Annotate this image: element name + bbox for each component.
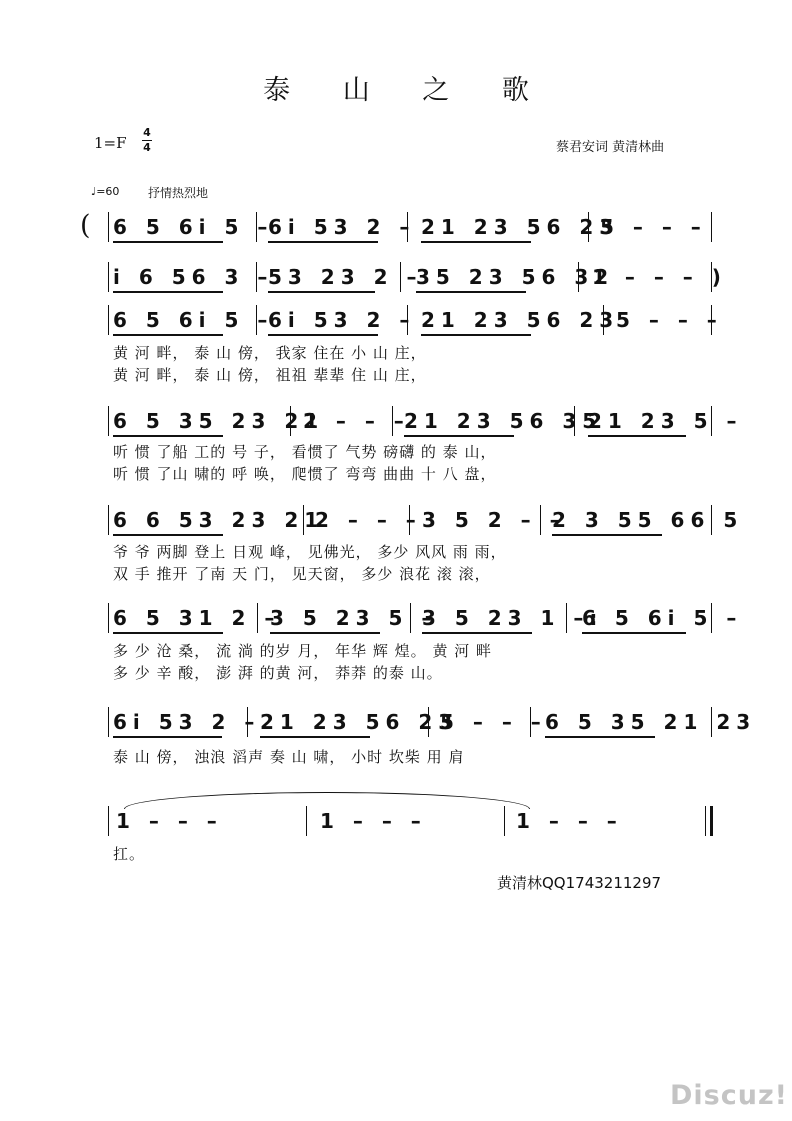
measure-notes: 2 – – – — [303, 409, 410, 433]
lyric-line: 爷 爷 两脚 登上 日观 峰， 见佛光， 多少 风风 雨 雨， — [113, 543, 507, 561]
page-title: 泰 山 之 歌 — [263, 75, 551, 106]
measure-notes: 21 23 56 35 — [404, 409, 603, 433]
expression-marking: 抒情热烈地 — [148, 186, 209, 200]
measure-notes: 6 5 6i 5 – — [113, 215, 274, 239]
beam-underline — [421, 241, 531, 243]
barline — [108, 212, 109, 242]
meter-bottom: 4 — [143, 141, 151, 154]
measure-notes: 35 23 56 32 — [416, 265, 615, 289]
staff-system — [0, 406, 792, 436]
watermark: Discuz! — [670, 1080, 788, 1111]
barline — [710, 806, 713, 836]
measure-notes: 6 5 6i 5 – — [582, 606, 743, 630]
key-signature: 1=F — [94, 134, 127, 152]
measure-notes: 6 5 35 23 21 — [113, 409, 325, 433]
measure-notes: i 6 56 3 – — [113, 265, 274, 289]
signature: 黄清林QQ1743211297 — [497, 874, 662, 892]
measure-notes: 53 23 2 – — [268, 265, 423, 289]
beam-underline — [588, 435, 686, 437]
measure-notes: 6 6 53 23 21 — [113, 508, 325, 532]
meter-top: 4 — [143, 126, 151, 139]
measure-notes: 5 – – – — [600, 215, 707, 239]
barline — [108, 406, 109, 436]
staff-system — [0, 505, 792, 535]
intro-open-paren: ( — [80, 210, 91, 241]
measure-notes: 21 23 56 23 — [260, 710, 459, 734]
lyric-line: 泰 山 傍， 浊浪 滔声 奏 山 啸， 小时 坎柴 用 肩 — [113, 748, 465, 766]
staff-system — [0, 262, 792, 292]
barline — [711, 212, 712, 242]
lyric-line: 多 少 辛 酸， 澎 湃 的黄 河， 莽莽 的泰 山。 — [113, 664, 443, 682]
measure-notes: 2 – – – — [315, 508, 422, 532]
beam-underline — [113, 534, 223, 536]
beam-underline — [552, 534, 662, 536]
barline — [108, 603, 109, 633]
staff-system — [0, 707, 792, 737]
staff-system — [0, 212, 792, 242]
beam-underline — [404, 435, 514, 437]
measure-notes: 6i 53 2 – — [268, 308, 416, 332]
lyric-line: 听 惯 了山 啸的 呼 唤， 爬惯了 弯弯 曲曲 十 八 盘， — [113, 465, 497, 483]
beam-underline — [421, 334, 531, 336]
lyric-line: 黄 河 畔， 泰 山 傍， 祖祖 辈辈 住 山 庄， — [113, 366, 427, 384]
beam-underline — [268, 334, 378, 336]
staff-system — [0, 305, 792, 335]
measure-notes: 3 5 2 – – — [422, 508, 566, 532]
tie-arc — [124, 792, 530, 809]
measure-notes: 5 – – – — [440, 710, 547, 734]
beam-underline — [416, 291, 526, 293]
measure-notes: 6i 53 2 – — [113, 710, 261, 734]
beam-underline — [113, 334, 223, 336]
barline — [504, 806, 505, 836]
final-barline — [705, 806, 706, 836]
staff-system — [0, 603, 792, 633]
measure-notes: 3 5 23 1 –: — [422, 606, 604, 630]
beam-underline — [268, 291, 375, 293]
measure-notes: 6 5 6i 5 – — [113, 308, 274, 332]
measure-notes: 1 – – – — [116, 809, 223, 833]
barline — [306, 806, 307, 836]
measure-notes: 21 23 56 23 — [421, 308, 620, 332]
measure-notes: 6 5 35 21 23 — [545, 710, 757, 734]
barline — [108, 806, 109, 836]
lyric-line: 扛。 — [113, 845, 146, 863]
measure-notes: 21 23 5 – — [588, 409, 743, 433]
barline — [108, 505, 109, 535]
measure-notes: 3 5 23 5 – — [270, 606, 438, 630]
lyric-line: 多 少 沧 桑， 流 淌 的岁 月， 年华 辉 煌。 黄 河 畔 — [113, 642, 492, 660]
beam-underline — [260, 736, 370, 738]
lyric-line: 黄 河 畔， 泰 山 傍， 我家 住在 小 山 庄， — [113, 344, 427, 362]
beam-underline — [422, 632, 532, 634]
beam-underline — [582, 632, 686, 634]
measure-notes: 2 3 55 66 5 — [552, 508, 744, 532]
beam-underline — [113, 736, 222, 738]
beam-underline — [113, 632, 223, 634]
beam-underline — [270, 632, 380, 634]
lyric-line: 听 惯 了船 工的 号 子， 看惯了 气势 磅礴 的 泰 山， — [113, 443, 497, 461]
measure-notes: 5 – – – — [616, 308, 723, 332]
beam-underline — [545, 736, 655, 738]
lyric-line: 双 手 推开 了南 天 门， 见天窗， 多少 浪花 滚 滚， — [113, 565, 491, 583]
beam-underline — [113, 435, 223, 437]
measure-notes: 6i 53 2 – — [268, 215, 416, 239]
measure-notes: 6 5 31 2 – — [113, 606, 281, 630]
measure-notes: 1 – – – — [516, 809, 623, 833]
staff-system — [0, 806, 792, 836]
credits: 蔡君安词 黄清林曲 — [556, 140, 665, 155]
barline — [108, 262, 109, 292]
beam-underline — [113, 291, 223, 293]
beam-underline — [268, 241, 378, 243]
barline — [108, 305, 109, 335]
time-signature — [140, 127, 154, 154]
beam-underline — [113, 241, 223, 243]
measure-notes: 1 – – – — [320, 809, 427, 833]
measure-notes: 1 – – – ) — [592, 265, 727, 289]
tempo-marking: ♩=60 — [91, 185, 120, 198]
barline — [108, 707, 109, 737]
measure-notes: 21 23 56 23 — [421, 215, 620, 239]
